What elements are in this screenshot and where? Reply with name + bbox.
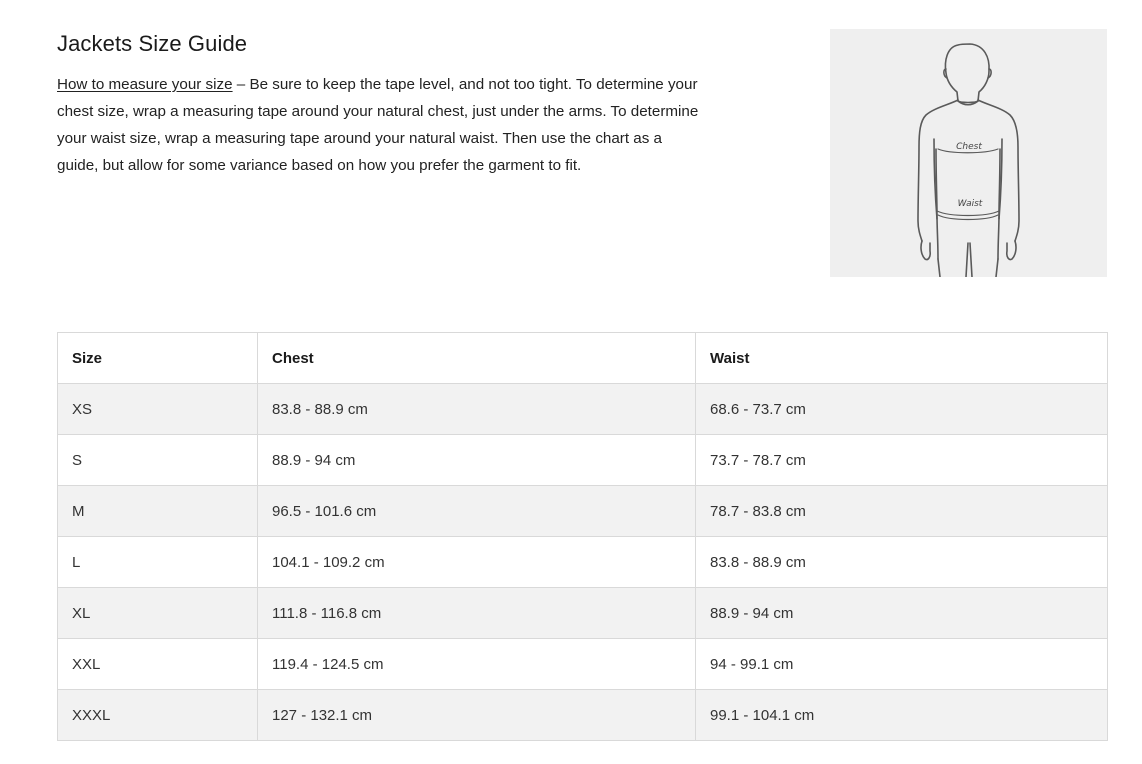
instructions-text: – Be sure to keep the tape level, and not too tight. To determine your chest size, wrap a measuring tape around your natural chest, just under the arms. To determine your waist size, wrap a measuring tape around your natural waist. Then use the chart as a guide, but allow for some variance based on how you prefer the garment to fit. — [57, 76, 699, 174]
size-chart-table — [57, 332, 1108, 741]
waist-cell: 68.6 - 73.7 cm — [696, 384, 1108, 435]
measurement-figure — [830, 29, 1107, 277]
chest-label: Chest — [956, 142, 982, 152]
table-header-row — [58, 333, 1108, 384]
chest-cell: 127 - 132.1 cm — [258, 690, 696, 741]
table-row — [58, 486, 1108, 537]
chest-cell: 111.8 - 116.8 cm — [258, 588, 696, 639]
header-waist: Waist — [696, 333, 1108, 384]
chest-cell: 119.4 - 124.5 cm — [258, 639, 696, 690]
size-cell: XS — [58, 384, 258, 435]
waist-cell: 99.1 - 104.1 cm — [696, 690, 1108, 741]
table-row — [58, 384, 1108, 435]
table-row — [58, 435, 1108, 486]
size-cell: XXXL — [58, 690, 258, 741]
header-size: Size — [58, 333, 258, 384]
body-outline-illustration — [830, 29, 1107, 277]
size-cell: XXL — [58, 639, 258, 690]
table-row — [58, 690, 1108, 741]
chest-cell: 83.8 - 88.9 cm — [258, 384, 696, 435]
table-row — [58, 537, 1108, 588]
how-to-measure-link[interactable]: How to measure your size — [57, 76, 233, 93]
chest-cell: 88.9 - 94 cm — [258, 435, 696, 486]
header-chest: Chest — [258, 333, 696, 384]
chest-cell: 96.5 - 101.6 cm — [258, 486, 696, 537]
table-row — [58, 639, 1108, 690]
table-row — [58, 588, 1108, 639]
size-cell: L — [58, 537, 258, 588]
waist-cell: 94 - 99.1 cm — [696, 639, 1108, 690]
waist-cell: 78.7 - 83.8 cm — [696, 486, 1108, 537]
page-title: Jackets Size Guide — [57, 31, 248, 56]
waist-cell: 73.7 - 78.7 cm — [696, 435, 1108, 486]
waist-cell: 88.9 - 94 cm — [696, 588, 1108, 639]
size-cell: XL — [58, 588, 258, 639]
measure-instructions — [57, 71, 707, 179]
waist-cell: 83.8 - 88.9 cm — [696, 537, 1108, 588]
size-cell: M — [58, 486, 258, 537]
chest-cell: 104.1 - 109.2 cm — [258, 537, 696, 588]
size-cell: S — [58, 435, 258, 486]
waist-label: Waist — [957, 199, 983, 209]
